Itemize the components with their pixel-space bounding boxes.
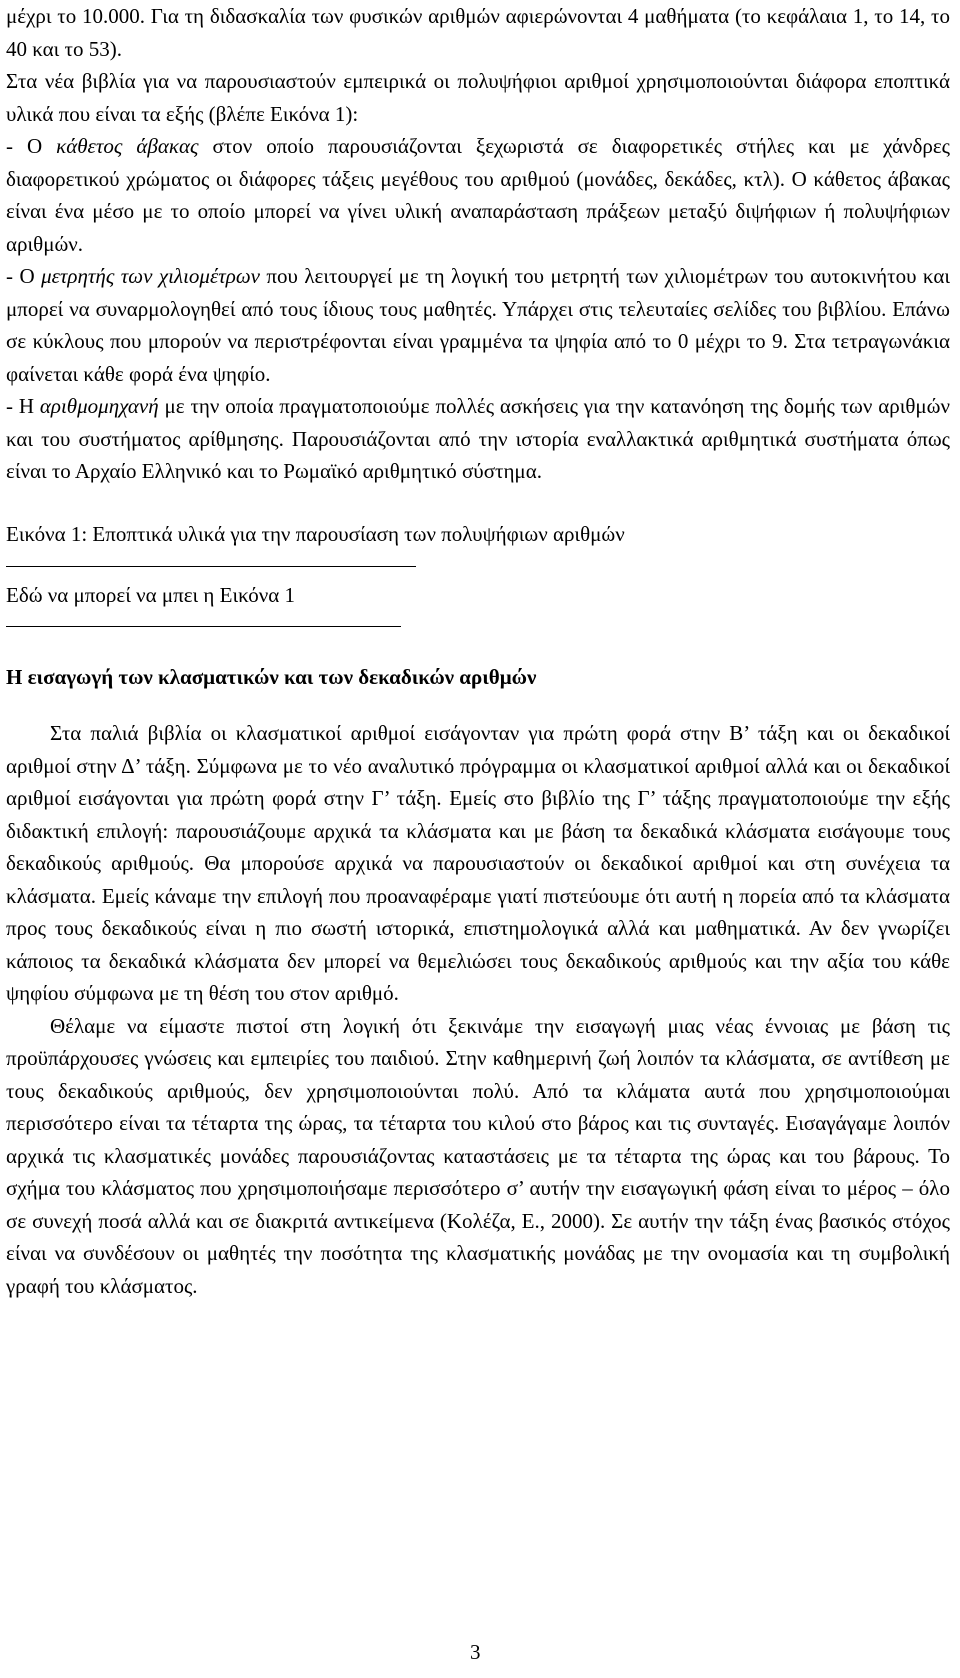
term-odometer: μετρητής των χιλιομέτρων bbox=[41, 264, 260, 288]
paragraph-fractions-history: Στα παλιά βιβλία οι κλασματικοί αριθμοί εισάγονταν για πρώτη φορά στην Β’ τάξη και οι δεκαδικοί αριθμοί στην Δ’ τάξη. Σύμφωνα με το νέο αναλυτικό πρόγραμμα οι κλασματικοί αριθμοί αλλά και οι δεκαδικοί αριθμοί εισάγονται για πρώτη φορά στην Γ’ τάξη. Εμείς στο βιβλίο της Γ’ τάξης πραγματοποιούμε την εξής διδακτική επιλογή: παρουσιάζουμε αρχικά τα κλάσματα και με βάση τα δεκαδικά κλάσματα εισάγουμε τους δεκαδικούς αριθμούς. Θα μπορούσε αρχικά να παρουσιαστούν οι δεκαδικοί αριθμοί και στη συνέχεια τα κλάσματα. Εμείς κάναμε την επιλογή που προαναφέραμε γιατί πιστεύουμε ότι αυτή η πορεία από τα κλάσματα προς τους δεκαδικούς είναι η πιο σωστή ιστορικά, επιστημολογικά αλλά και μαθηματικά. Αν δεν γνωρίζει κάποιος τα δεκαδικά κλάσματα δεν μπορεί να θεμελιώσει τους δεκαδικούς αριθμούς και την αξία του κάθε ψηφίου σύμφωνα με τη θέση του στον αριθμό. bbox=[6, 721, 950, 1005]
figure-rule-bottom bbox=[6, 626, 401, 627]
spacer bbox=[6, 488, 950, 518]
list-item-abacus bbox=[6, 130, 950, 260]
paragraph-fractions-approach: Θέλαμε να είμαστε πιστοί στη λογική ότι ξεκινάμε την εισαγωγή μιας νέας έννοιας με βάση τις προϋπάρχουσες γνώσεις και εμπειρίες του παιδιού. Στην καθημερινή ζωή λοιπόν τα κλάσματα, σε αντίθεση με τους δεκαδικούς αριθμούς, δεν χρησιμοποιούνται πολύ. Από τα κλάματα αυτά που χρησιμοποιούμαι περισσότερο είναι τα τέταρτα της ώρας, τα τέταρτα του κιλού στο βάρος και τις συνταγές. Εισαγάγαμε λοιπόν αρχικά τις κλασματικές μονάδες παρουσιάζοντας καταστάσεις με τα τέταρτα της ώρας και του βάρους. Το σχήμα του κλάσματος που χρησιμοποιήσαμε περισσότερο σ’ αυτήν την εισαγωγική φάση είναι το μέρος – όλο σε συνεχή ποσά αλλά και σε διακριτά αντικείμενα (Κολέζα, Ε., 2000). Σε αυτήν την τάξη ένας βασικός στόχος είναι να συνδέσουν οι μαθητές την ποσότητα της κλασματικής μονάδας με την ονομασία και τη συμβολική γραφή του κλάσματος. bbox=[6, 1013, 950, 1298]
list-item-text: στον οποίο παρουσιάζονται ξεχωριστά σε διαφορετικές στήλες και με χάνδρες διαφορετικού χρώματος οι διάφορες τάξεις μεγέθους του αριθμού (μονάδες, δεκάδες, κτλ). Ο κάθετος άβακας είναι ένα μέσο με το οποίο μπορεί να γίνει υλική αναπαράσταση πράξεων μεταξύ διψήφιων ή πολυψήφιων αριθμών. bbox=[6, 134, 950, 256]
list-item-odometer bbox=[6, 260, 950, 390]
list-dash: - Ο bbox=[6, 264, 42, 288]
figure-caption: Εικόνα 1: Εποπτικά υλικά για την παρουσίαση των πολυψήφιων αριθμών bbox=[6, 521, 625, 546]
term-calculator: αριθμομηχανή bbox=[39, 394, 159, 418]
paragraph-intro-end: μέχρι το 10.000. Για τη διδασκαλία των φυσικών αριθμών αφιερώνονται 4 μαθήματα (το κεφάλαια 1, το 14, το 40 και το 53). bbox=[6, 4, 950, 61]
figure-rule-top bbox=[6, 566, 416, 567]
figure-placeholder: Εδώ να μπορεί να μπει η Εικόνα 1 bbox=[6, 583, 296, 607]
paragraph-materials-intro: Στα νέα βιβλία για να παρουσιαστούν εμπειρικά οι πολυψήφιοι αριθμοί χρησιμοποιούνται διάφορα εποπτικά υλικά που είναι τα εξής (βλέπε Εικόνα 1): bbox=[6, 69, 950, 126]
list-item-calculator bbox=[6, 390, 950, 488]
document-page bbox=[6, 0, 950, 1302]
term-abacus: κάθετος άβακας bbox=[56, 134, 199, 158]
list-item-text: που λειτουργεί με τη λογική του μετρητή των χιλιομέτρων του αυτοκινήτου και μπορεί να συναρμολογηθεί από τους ίδιους τους μαθητές. Υπάρχει στις τελευταίες σελίδες του βιβλίου. Επάνω σε κύκλους που μπορούν να περιστρέφονται είναι γραμμένα τα ψηφία από το 0 μέχρι το 9. Στα τετραγωνάκια φαίνεται κάθε φορά ένα ψηφίο. bbox=[6, 264, 950, 386]
section-heading: Η εισαγωγή των κλασματικών και των δεκαδικών αριθμών bbox=[6, 664, 537, 689]
list-dash: - Ο bbox=[6, 134, 57, 158]
page-number: 3 bbox=[470, 1640, 481, 1664]
list-item-text: με την οποία πραγματοποιούμε πολλές ασκήσεις για την κατανόηση της δομής των αριθμών και του συστήματος αρίθμησης. Παρουσιάζονται από την ιστορία εναλλακτικά αριθμητικά συστήματα όπως είναι το Αρχαίο Ελληνικό και το Ρωμαϊκό αριθμητικό σύστημα. bbox=[6, 394, 950, 483]
list-dash: - Η bbox=[6, 394, 40, 418]
